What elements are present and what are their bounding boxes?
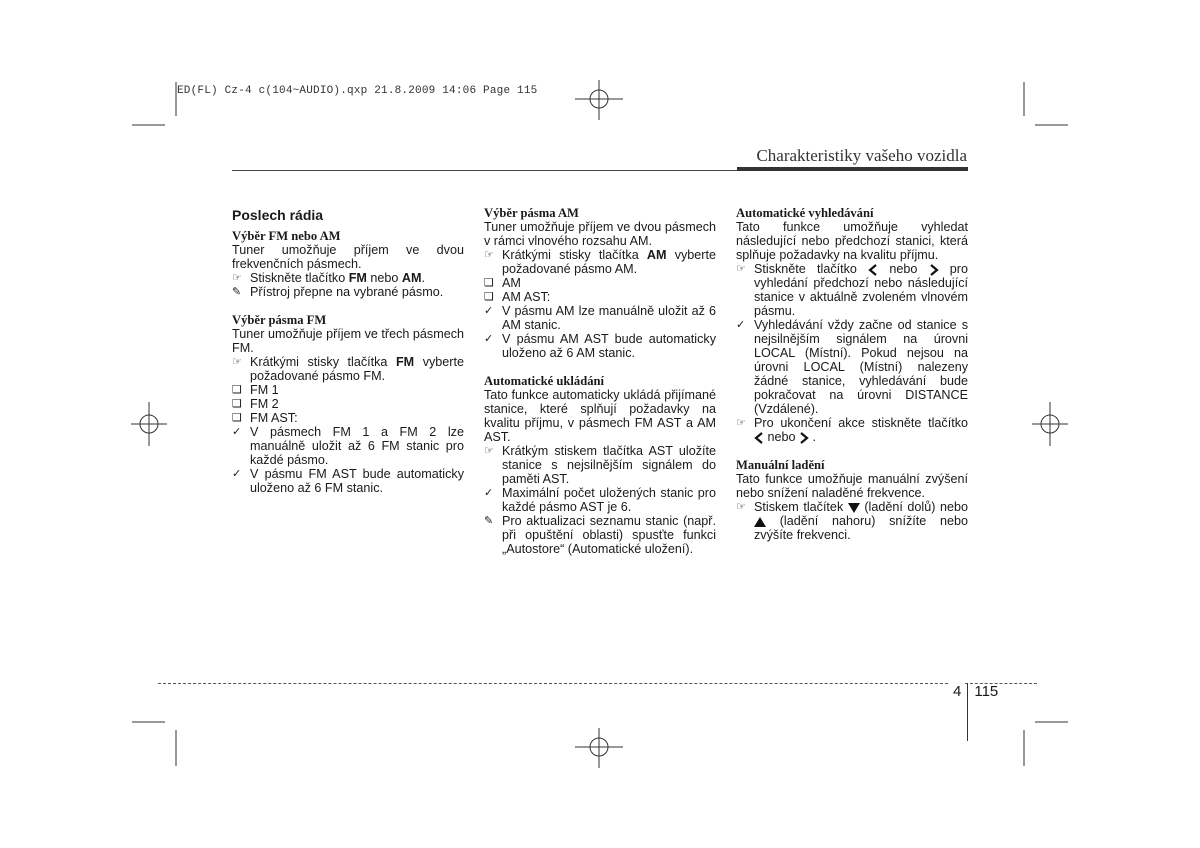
list-item: ☞ Stiskněte tlačítko FM nebo AM. — [232, 271, 425, 285]
box-icon: ❑ — [232, 397, 242, 410]
subheading-fm-band: Výběr pásma FM — [232, 313, 327, 327]
box-icon: ❑ — [232, 411, 242, 424]
check-icon: ✓ — [484, 332, 494, 345]
list-item: ❑ FM 2 — [232, 397, 279, 411]
check-icon: ✓ — [484, 486, 494, 499]
check-icon: ✓ — [232, 467, 242, 480]
hand-icon: ☞ — [736, 500, 746, 513]
list-item: ✓ Vyhledávání vždy začne od stanice s nejsilnějším signálem na úrovni LOCAL (Místní). Pokud nejsou na úrovni LOCAL (Místní) nalezeny žádné stanice, vyhledávání bude pokračovat na úrovni DISTANCE (Vzdálené). — [736, 318, 968, 416]
tune-up-icon — [754, 516, 766, 528]
page-number-separator — [967, 683, 968, 741]
subheading-auto-search: Automatické vyhledávání — [736, 206, 874, 220]
paragraph: Tuner umožňuje příjem ve dvou pásmech v rámci vlnového rozsahu AM. — [484, 220, 716, 248]
box-icon: ❑ — [232, 383, 242, 396]
box-icon: ❑ — [484, 290, 494, 303]
seek-back-icon — [754, 432, 764, 444]
tune-down-icon — [848, 502, 860, 514]
paragraph: Tato funkce umožňuje manuální zvýšení nebo snížení naladěné frekvence. — [736, 472, 968, 500]
hand-icon: ☞ — [484, 248, 494, 261]
subheading-am-band: Výběr pásma AM — [484, 206, 579, 220]
list-item: ☞ Krátkými stisky tlačítka AM vyberte požadované pásmo AM. — [484, 248, 716, 276]
list-item: ❑ FM AST: — [232, 411, 298, 425]
list-item: ❑ FM 1 — [232, 383, 279, 397]
column-3 — [736, 206, 968, 542]
check-icon: ✓ — [232, 425, 242, 438]
list-item: ❑ AM — [484, 276, 521, 290]
page-number-value: 115 — [974, 683, 999, 700]
paragraph: Tato funkce umožňuje vyhledat následující nebo předchozí stanici, která splňuje požadavky na kvalitu příjmu. — [736, 220, 968, 262]
list-item: ✎ Přístroj přepne na vybrané pásmo. — [232, 285, 444, 299]
list-item: ❑ AM AST: — [484, 290, 551, 304]
list-item: ☞ Stiskněte tlačítko nebo pro vyhledání předchozí nebo následující stanice v aktuálně zvoleném vlnovém pásmu. — [736, 262, 969, 318]
footer-rule-left — [158, 683, 948, 684]
seek-back-icon — [868, 264, 878, 276]
list-item: ✓ V pásmech FM 1 a FM 2 lze manuálně uložit až 6 FM stanic pro každé pásmo. — [232, 425, 464, 467]
column-2 — [484, 206, 716, 556]
hand-icon: ☞ — [736, 416, 746, 429]
list-item: ✓ Maximální počet uložených stanic pro každé pásmo AST je 6. — [484, 486, 716, 514]
list-item: ✓ V pásmu FM AST bude automaticky uloženo až 6 FM stanic. — [232, 467, 464, 495]
list-item: ✓ V pásmu AM lze manuálně uložit až 6 AM stanic. — [484, 304, 716, 332]
hand-icon: ☞ — [736, 262, 746, 275]
paragraph: Tuner umožňuje příjem ve dvou frekvenčních pásmech. — [232, 243, 464, 271]
hand-icon: ☞ — [232, 355, 242, 368]
subheading-manual-tune: Manuální ladění — [736, 458, 825, 472]
subheading-auto-store: Automatické ukládání — [484, 374, 605, 388]
page-number — [953, 683, 998, 741]
pencil-icon: ✎ — [232, 285, 242, 298]
seek-forward-icon — [929, 264, 939, 276]
pencil-icon: ✎ — [484, 514, 494, 527]
check-icon: ✓ — [484, 304, 494, 317]
paragraph: Tato funkce automaticky ukládá přijímané stanice, které splňují požadavky na kvalitu příjmu, v pásmech FM AST a AM AST. — [484, 388, 716, 444]
seek-forward-icon — [799, 432, 809, 444]
section-title: Charakteristiky vašeho vozidla — [756, 146, 967, 165]
chapter-number: 4 — [953, 683, 962, 700]
subheading-fm-am: Výběr FM nebo AM — [232, 229, 341, 243]
check-icon: ✓ — [736, 318, 746, 331]
list-item: ☞ Krátkými stisky tlačítka FM vyberte požadované pásmo FM. — [232, 355, 464, 383]
paragraph: Tuner umožňuje příjem ve třech pásmech FM. — [232, 327, 464, 355]
column-1 — [232, 206, 464, 495]
list-item: ✓ V pásmu AM AST bude automaticky uloženo až 6 AM stanic. — [484, 332, 716, 360]
list-item: ☞ Stiskem tlačítek (ladění dolů) nebo (ladění nahoru) snížíte nebo zvýšíte frekvenci. — [736, 500, 968, 542]
list-item: ☞ Krátkým stiskem tlačítka AST uložíte stanice s nejsilnějším signálem do paměti AST. — [484, 444, 716, 486]
print-slug: ED(FL) Cz-4 c(104~AUDIO).qxp 21.8.2009 14:06 Page 115 — [177, 85, 538, 97]
list-item: ☞ Pro ukončení akce stiskněte tlačítko nebo . — [736, 416, 968, 444]
header-bar — [737, 167, 968, 171]
hand-icon: ☞ — [484, 444, 494, 457]
list-item: ✎ Pro aktualizaci seznamu stanic (např. při opuštění oblasti) spusťte funkci „Autostore“ (Automatické uložení). — [484, 514, 716, 556]
heading-radio: Poslech rádia — [232, 207, 324, 223]
hand-icon: ☞ — [232, 271, 242, 284]
box-icon: ❑ — [484, 276, 494, 289]
